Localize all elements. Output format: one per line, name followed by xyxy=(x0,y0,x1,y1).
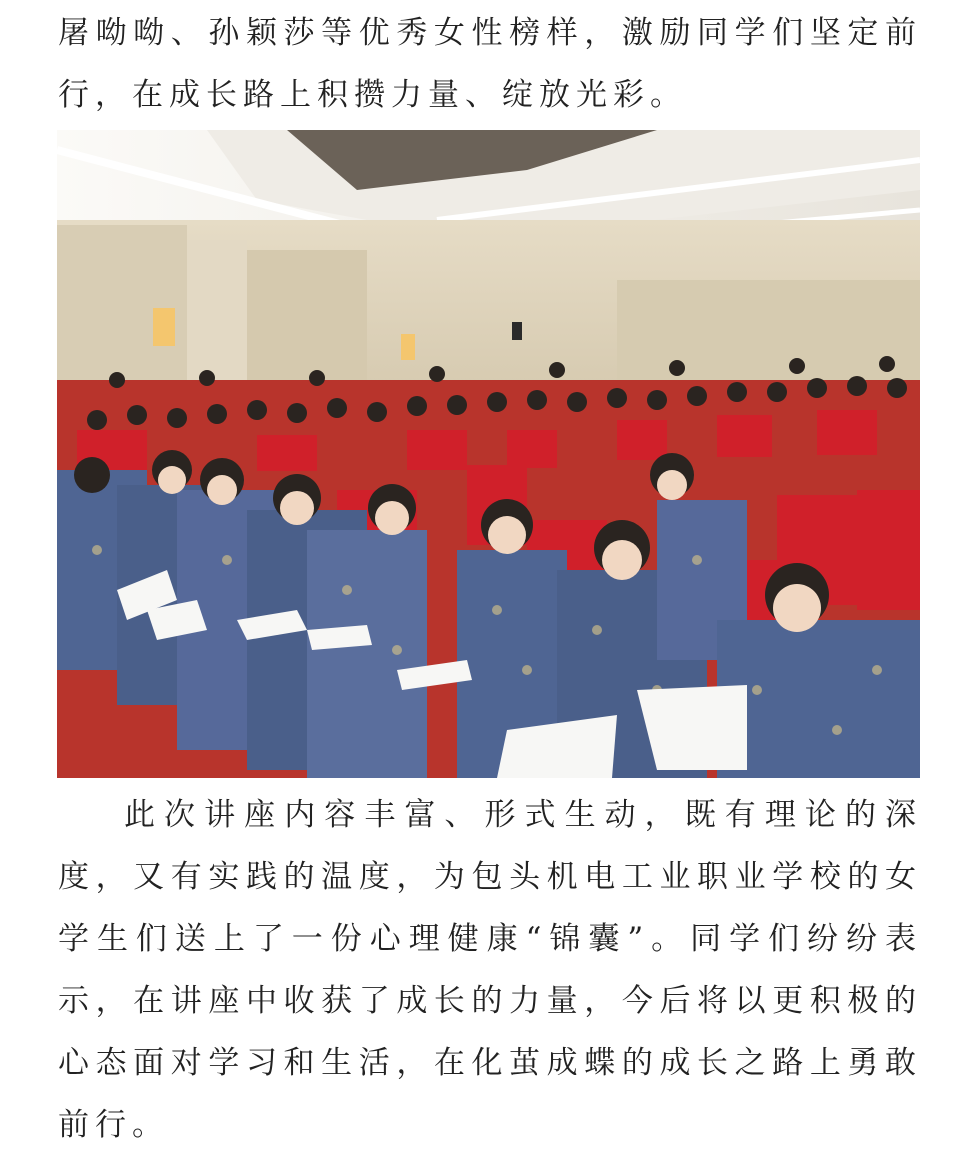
wall-lamp xyxy=(153,308,175,346)
lecture-hall-photo xyxy=(57,130,920,778)
paragraph-intro: 屠呦呦、孙颖莎等优秀女性榜样，激励同学们坚定前行，在成长路上积攒力量、绽放光彩。 xyxy=(58,15,922,113)
paragraph-summary: 此次讲座内容丰富、形式生动，既有理论的深度，又有实践的温度，为包头机电工业职业学校的女学生们送上了一份心理健康“锦囊”。同学们纷纷表示，在讲座中收获了成长的力量，今后将以更积极的心态面对学习和生活，在化茧成蝶的成长之路上勇敢前行。 xyxy=(58,797,922,1143)
